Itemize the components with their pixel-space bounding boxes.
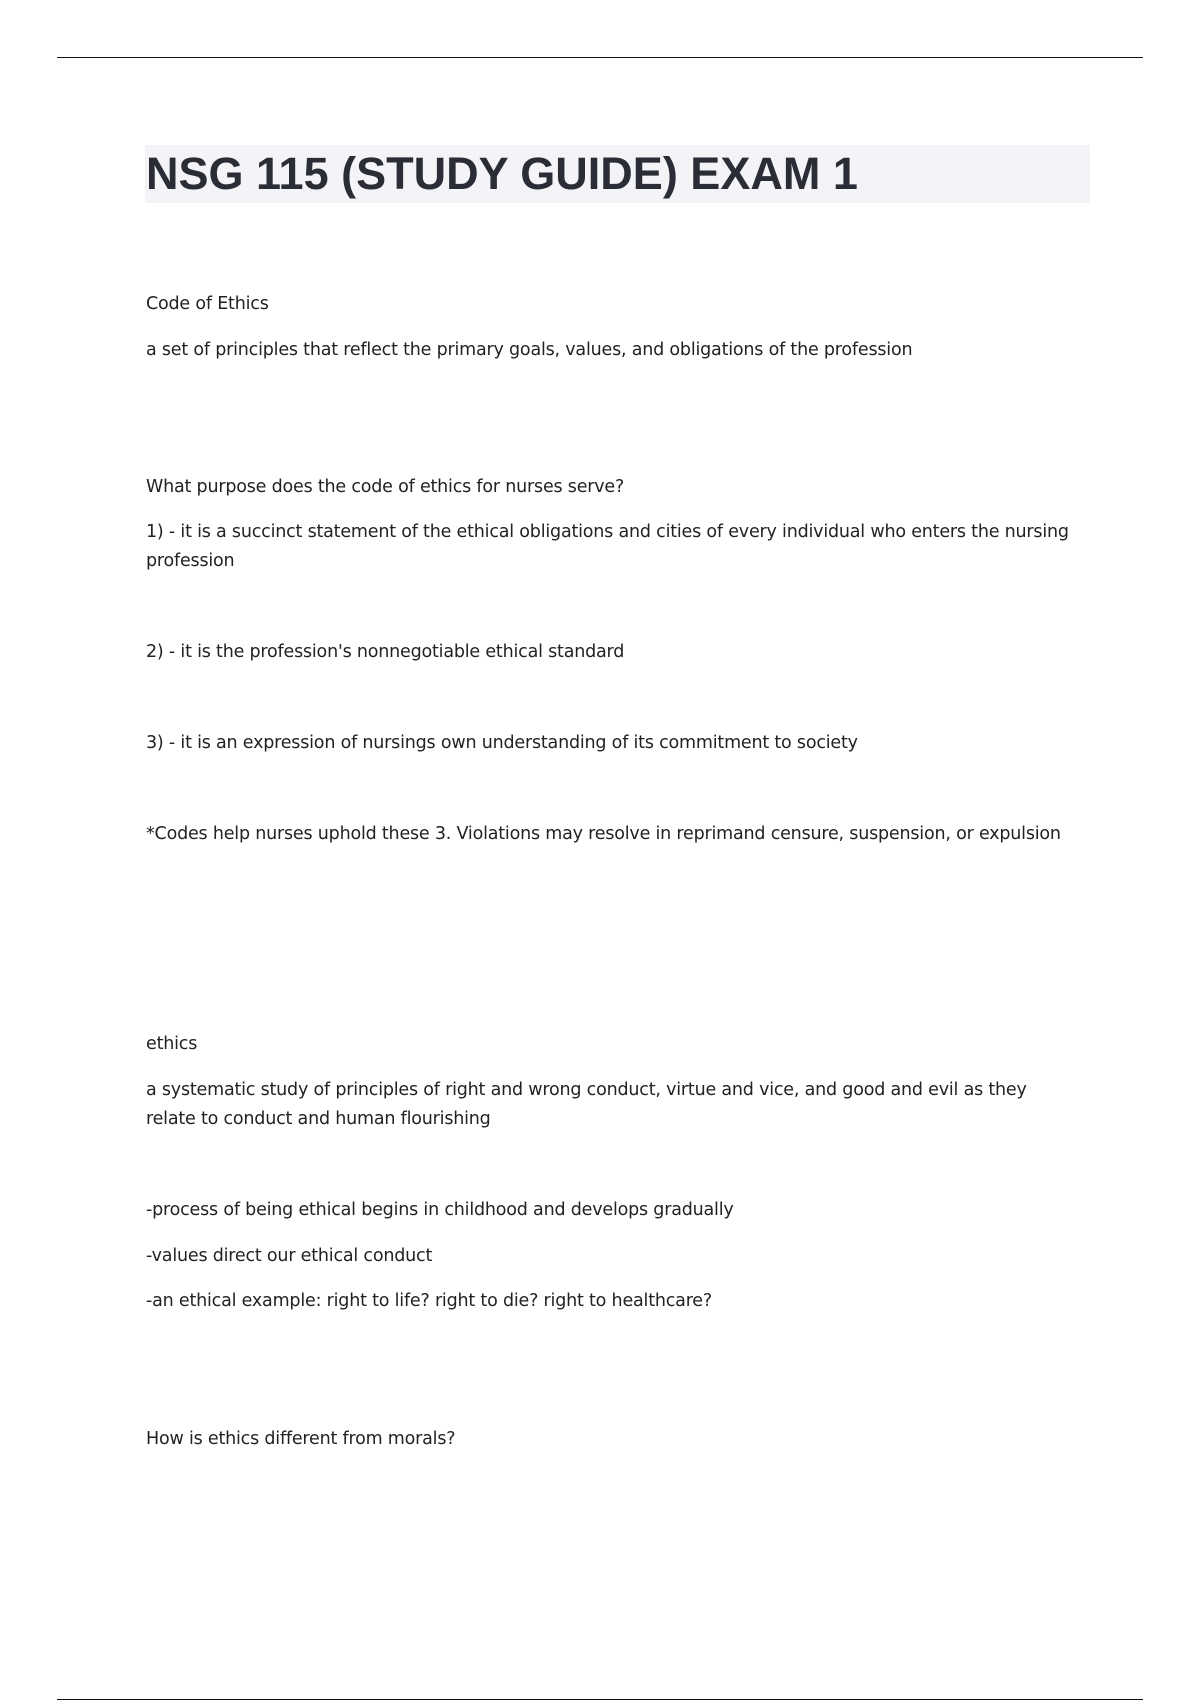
term-code-of-ethics: Code of Ethics xyxy=(146,294,269,314)
term-ethics: ethics xyxy=(146,1034,198,1054)
top-rule xyxy=(57,57,1143,58)
definition-code-of-ethics: a set of principles that reflect the primary goals, values, and obligations of the profession xyxy=(146,340,913,360)
definition-point-2: 2) - it is the profession's nonnegotiable ethical standard xyxy=(146,642,625,662)
definition-ethics: a systematic study of principles of right and wrong conduct, virtue and vice, and good and evil as they relate to conduct and human flourishing xyxy=(146,1080,1027,1129)
definition-ethics-bullet-1: -process of being ethical begins in childhood and develops gradually xyxy=(146,1200,734,1220)
page-title: NSG 115 (STUDY GUIDE) EXAM 1 xyxy=(146,148,858,199)
term-purpose-of-code: What purpose does the code of ethics for nurses serve? xyxy=(146,477,625,497)
definition-note: *Codes help nurses uphold these 3. Violations may resolve in reprimand censure, suspension, or expulsion xyxy=(146,824,1061,844)
definition-point-1: 1) - it is a succinct statement of the ethical obligations and cities of every individual who enters the nursing profession xyxy=(146,522,1069,571)
definition-ethics-bullet-3: -an ethical example: right to life? right to die? right to healthcare? xyxy=(146,1291,712,1311)
term-ethics-vs-morals: How is ethics different from morals? xyxy=(146,1429,456,1449)
definition-ethics-bullet-2: -values direct our ethical conduct xyxy=(146,1246,433,1266)
definition-point-3: 3) - it is an expression of nursings own understanding of its commitment to society xyxy=(146,733,858,753)
